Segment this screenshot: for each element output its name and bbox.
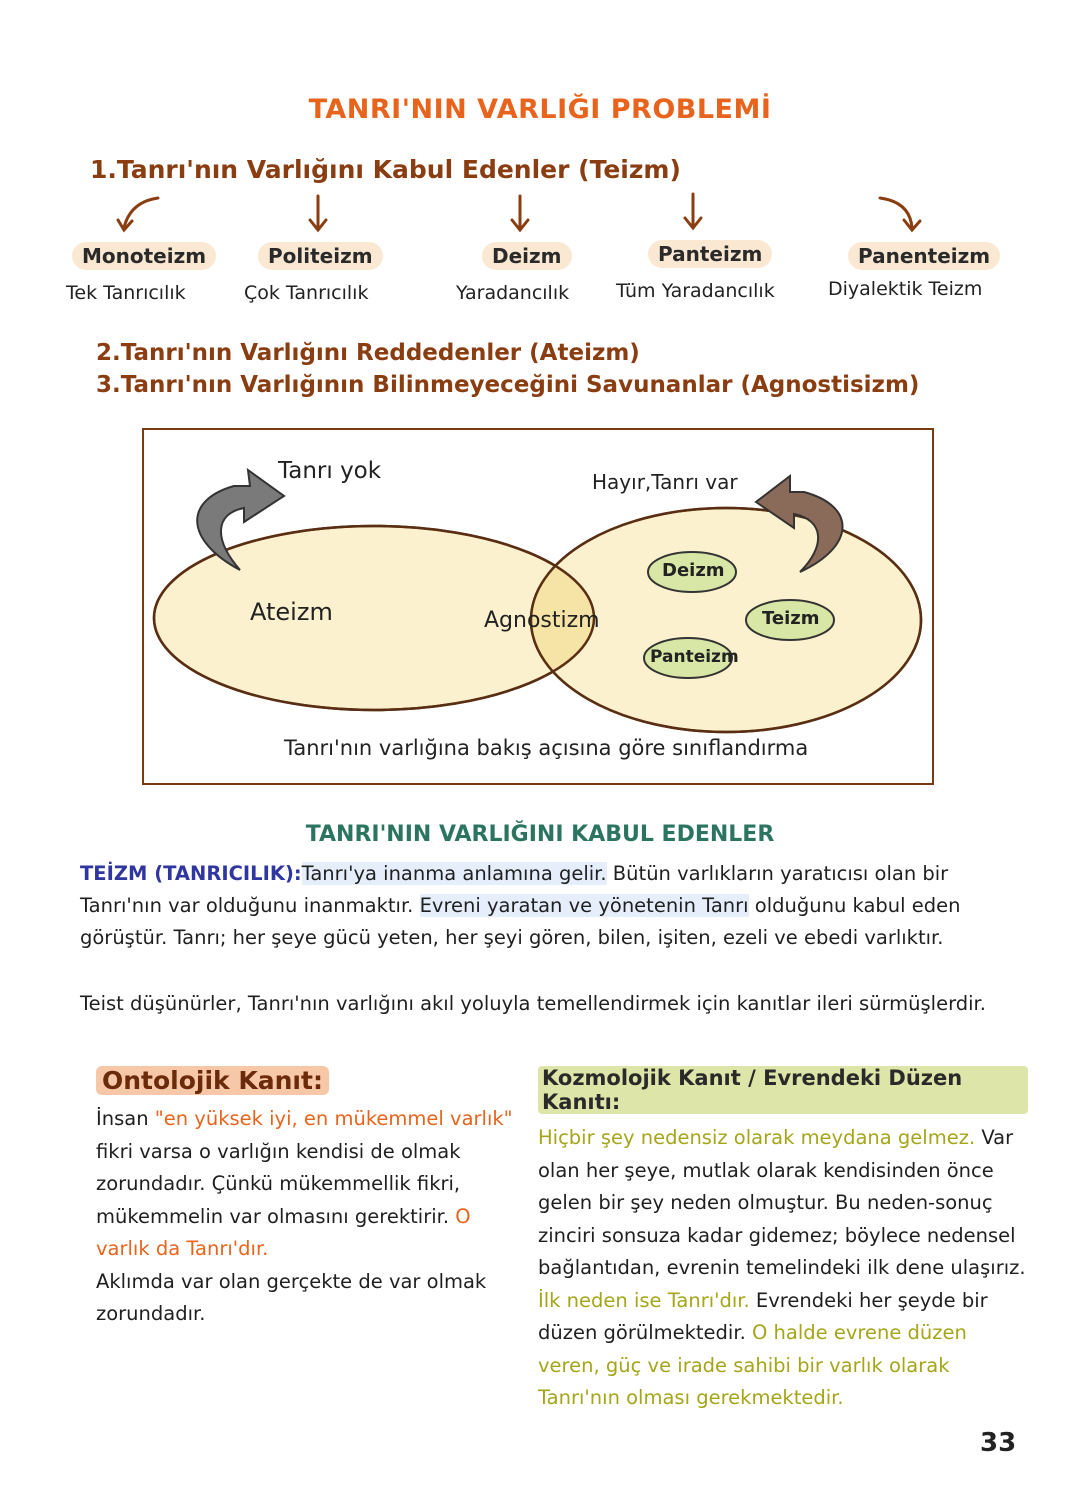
cosmological-title: Kozmolojik Kanıt / Evrendeki Düzen Kanıtı: (538, 1066, 1028, 1114)
teizm-label: TEİZM (TANRICILIK): (80, 862, 302, 885)
cosmological-green-1: Hiçbir şey nedensiz olarak meydana gelmez. (538, 1126, 976, 1149)
teizm-label: Teizm (762, 608, 820, 629)
tanri-yok-label: Tanrı yok (278, 458, 382, 484)
deizm-label: Deizm (662, 560, 725, 581)
page-number: 33 (980, 1428, 1017, 1458)
ontological-text-1: İnsan (96, 1107, 155, 1130)
page-title: TANRI'NIN VARLIĞI PROBLEMİ (308, 94, 772, 125)
type-panteizm-desc: Tüm Yaradancılık (616, 280, 775, 302)
type-politeizm: Politeizm (258, 242, 383, 270)
type-monoteizm-desc: Tek Tanrıcılık (66, 282, 186, 304)
cosmological-green-2: İlk neden ise Tanrı'dır. (538, 1288, 750, 1312)
ontological-text-2: fikri varsa o varlığın kendisi de olmak zorundadır. Çünkü mükemmellik fikri, mükemmelin var olmasını gerektirir. (96, 1139, 461, 1228)
type-deizm-desc: Yaradancılık (456, 282, 570, 304)
ontological-body (96, 1103, 516, 1331)
section1-heading: 1.Tanrı'nın Varlığını Kabul Edenler (Teizm) (90, 155, 681, 184)
type-deizm: Deizm (482, 242, 572, 270)
teizm-paragraph (80, 858, 1015, 954)
teizm-text-2: olduğunu kabul eden görüştür. Tanrı; her şeye gücü yeten, her şeyi gören, bilen, işiten, ezeli ve ebedi varlıktır. (80, 894, 961, 949)
ontological-quote: "en yüksek iyi, en mükemmel varlık" (154, 1107, 513, 1130)
ontological-title: Ontolojik Kanıt: (96, 1066, 329, 1095)
teist-paragraph: Teist düşünürler, Tanrı'nın varlığını akıl yoluyla temellendirmek için kanıtlar ileri sürmüşlerdir. (80, 992, 986, 1015)
venn-diagram-box (142, 428, 934, 785)
agnostizm-label: Agnostizm (484, 608, 600, 633)
ontological-section (96, 1066, 516, 1331)
type-politeizm-desc: Çok Tanrıcılık (244, 282, 369, 304)
section2-heading: 2.Tanrı'nın Varlığını Reddedenler (Ateizm) (96, 340, 640, 366)
cosmological-green-3: O halde evrene düzen veren, güç ve irade sahibi bir varlık olarak Tanrı'nın olması gerekmektedir. (538, 1321, 967, 1409)
teizm-text-1: Bütün varlıkların yaratıcısı olan bir Tanrı'nın var olduğunu inanmaktır. (80, 862, 949, 917)
cosmological-text-2: Evrendeki her şeyde bir düzen görülmektedir. (538, 1288, 988, 1344)
ontological-conclusion: O varlık da Tanrı'dır. (96, 1204, 471, 1260)
teizm-highlight-1: Tanrı'ya inanma anlamına gelir. (301, 862, 607, 885)
panteizm-label: Panteizm (650, 647, 739, 667)
cosmological-body (538, 1122, 1028, 1415)
diagram-caption: Tanrı'nın varlığına bakış açısına göre sınıflandırma (284, 736, 809, 760)
type-panteizm: Panteizm (648, 240, 772, 268)
accepting-title: TANRI'NIN VARLIĞINI KABUL EDENLER (305, 822, 775, 847)
tanri-var-label: Hayır,Tanrı var (592, 470, 738, 494)
section3-heading: 3.Tanrı'nın Varlığının Bilinmeyeceğini Savunanlar (Agnostisizm) (96, 372, 920, 398)
branch-arrows (0, 190, 1080, 240)
teizm-highlight-2: Evreni yaratan ve yönetenin Tanrı (419, 894, 749, 917)
type-monoteizm: Monoteizm (72, 242, 216, 270)
type-panenteizm-desc: Diyalektik Teizm (828, 278, 983, 300)
cosmological-section (538, 1066, 1028, 1415)
ontological-text-3: Aklımda var olan gerçekte de var olmak zorundadır. (96, 1269, 487, 1325)
type-panenteizm: Panenteizm (848, 242, 1000, 270)
ateizm-label: Ateizm (250, 598, 333, 626)
cosmological-text-1: Var olan her şeye, mutlak olarak kendisinden önce gelen bir şey neden olmuştur. Bu neden-sonuç zinciri sonsuza kadar gidemez; böylece nedensel bağlantıdan, evrenin temelindeki ilk dene ulaşırız. (538, 1126, 1026, 1279)
